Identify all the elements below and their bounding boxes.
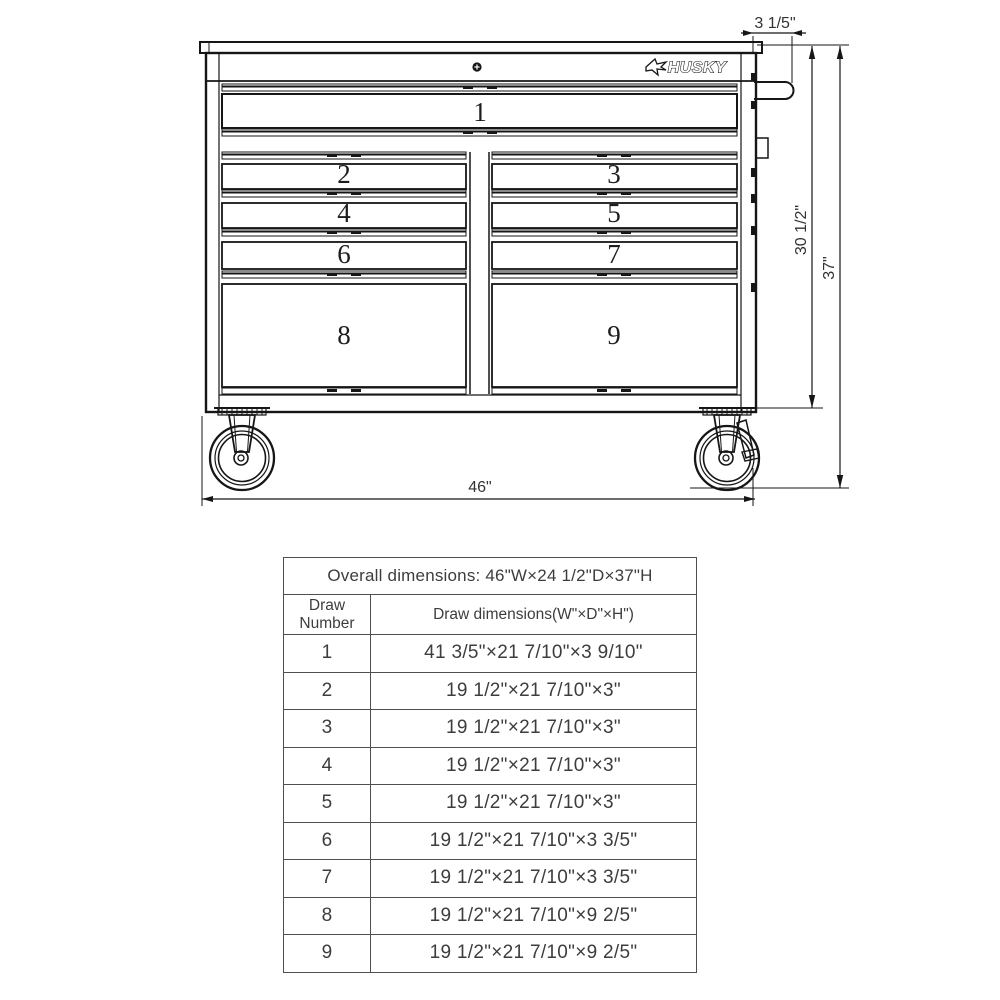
drawer-number-1: 1 [473,97,487,127]
drawer-number-9: 9 [607,320,621,350]
dimension-cabinet-height [757,46,823,408]
drawer-number-cell: 3 [284,710,371,748]
column-header-draw-dimensions: Draw dimensions(W"×D"×H") [371,595,697,635]
drawer-number-cell: 9 [284,935,371,973]
drawer-dimensions-cell: 19 1/2"×21 7/10"×3 3/5" [371,822,697,860]
drawer-number-8: 8 [337,320,351,350]
drawer-number-cell: 4 [284,747,371,785]
drawer-number-6: 6 [337,239,351,269]
table-row [284,747,697,785]
drawer-number-cell: 6 [284,822,371,860]
dimension-overall-height [690,46,849,488]
drawer-3 [492,152,737,189]
dimensions-table [283,557,697,973]
drawer-6 [222,229,466,269]
table-row [284,710,697,748]
drawer-number-cell: 7 [284,860,371,898]
table-row [284,635,697,673]
drawer-number-3: 3 [607,159,621,189]
drawer-2 [222,152,466,189]
dimension-handle-depth [741,15,806,83]
dimension-label-cabinet-height: 30 1/2" [793,204,810,256]
drawer-dimensions-cell: 19 1/2"×21 7/10"×3 3/5" [371,860,697,898]
drawer-8 [222,271,466,394]
table-row [284,860,697,898]
cabinet-top-slab [200,42,762,53]
drawer-dimensions-cell: 19 1/2"×21 7/10"×3" [371,672,697,710]
table-row [284,897,697,935]
table-header-row [284,595,697,635]
overall-dimensions-cell: Overall dimensions: 46"W×24 1/2"D×37"H [284,558,697,595]
table-row-overall [284,558,697,595]
drawer-1 [222,84,737,136]
husky-dog-icon [646,59,666,75]
drawer-number-7: 7 [607,239,621,269]
table-row [284,785,697,823]
table-row [284,672,697,710]
drawer-number-2: 2 [337,159,351,189]
caster-wheel-left [210,426,274,490]
caster-right [695,408,759,490]
table-row [284,935,697,973]
column-header-draw-number: Draw Number [284,595,371,635]
drawer-9 [492,271,737,394]
drawer-number-cell: 2 [284,672,371,710]
drawer-number-cell: 8 [284,897,371,935]
table-row [284,822,697,860]
brand-name: HUSKY [667,59,727,77]
drawer-dimensions-cell: 19 1/2"×21 7/10"×3" [371,710,697,748]
dimension-overall-width [202,416,755,506]
drawer-dimensions-cell: 41 3/5"×21 7/10"×3 9/10" [371,635,697,673]
drawer-7 [492,229,737,269]
dimension-label-overall-height: 37" [821,256,838,280]
side-bracket [756,138,768,158]
cabinet-body [200,42,794,412]
drawer-dimensions-cell: 19 1/2"×21 7/10"×3" [371,747,697,785]
drawer-dimensions-cell: 19 1/2"×21 7/10"×3" [371,785,697,823]
drawers [222,84,737,394]
dimension-label-overall-width: 46" [468,479,492,496]
drawer-4 [222,190,466,228]
side-handle [754,82,794,99]
drawer-number-cell: 1 [284,635,371,673]
caster-left [210,408,274,490]
drawer-number-cell: 5 [284,785,371,823]
lock-icon [472,62,481,71]
drawer-dimensions-cell: 19 1/2"×21 7/10"×9 2/5" [371,935,697,973]
drawer-number-4: 4 [337,198,351,228]
drawer-5 [492,190,737,228]
drawer-dimensions-cell: 19 1/2"×21 7/10"×9 2/5" [371,897,697,935]
drawer-number-5: 5 [607,198,621,228]
brand-logo [646,59,727,77]
dimension-label-handle-depth: 3 1/5" [754,15,796,32]
